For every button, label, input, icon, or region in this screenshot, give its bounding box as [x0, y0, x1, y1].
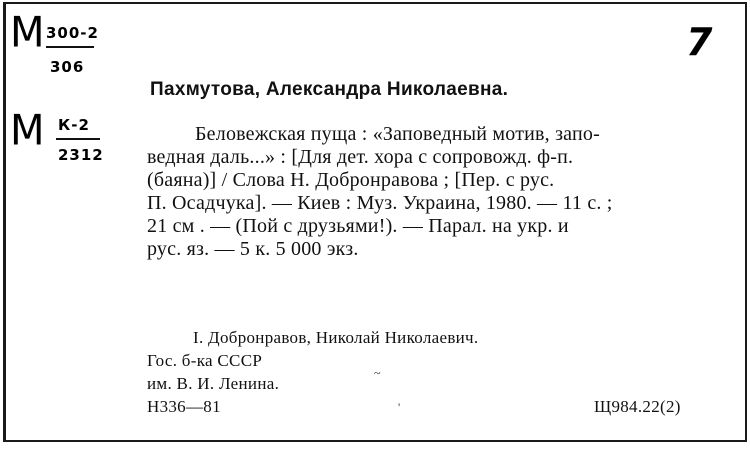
scan-speck: ~	[374, 366, 381, 380]
author-heading: Пахмутова, Александра Николаевна.	[150, 79, 509, 100]
handwritten-fraction-line-top	[46, 46, 94, 48]
description-line: рус. яз. — 5 к. 5 000 экз.	[147, 238, 359, 260]
handwritten-shelfmark-top-lower: 306	[50, 58, 85, 76]
handwritten-corner-mark: 7	[686, 20, 713, 64]
handwritten-letter-m-middle: М	[10, 106, 45, 156]
scan-speck: '	[398, 400, 401, 414]
catalog-card	[3, 2, 747, 442]
description-line: ведная даль...» : [Для дет. хора с сопровожд. ф-п.	[147, 146, 574, 168]
handwritten-shelfmark-middle-lower: 2312	[58, 146, 104, 164]
library-name-line2: им. В. И. Ленина.	[147, 374, 280, 393]
classification-index: Щ984.22(2)	[594, 397, 681, 416]
description-line: Беловежская пуща : «Заповедный мотив, запо-	[195, 123, 600, 145]
card-number: Н336—81	[147, 397, 221, 416]
handwritten-shelfmark-middle-upper: К-2	[58, 116, 90, 134]
library-name-line1: Гос. б-ка СССР	[147, 351, 263, 370]
description-line: 21 см . — (Пой с друзьями!). — Парал. на укр. и	[147, 215, 569, 237]
description-line: (баяна)] / Слова Н. Добронравова ; [Пер. с рус.	[147, 169, 555, 191]
handwritten-shelfmark-top-upper: 300-2	[46, 24, 99, 42]
handwritten-letter-m-top: М	[10, 8, 45, 58]
description-line: П. Осадчука]. — Киев : Муз. Украина, 1980. — 11 с. ;	[147, 192, 613, 214]
handwritten-fraction-line-middle	[56, 138, 100, 140]
added-entry: I. Добронравов, Николай Николаевич.	[193, 328, 479, 347]
